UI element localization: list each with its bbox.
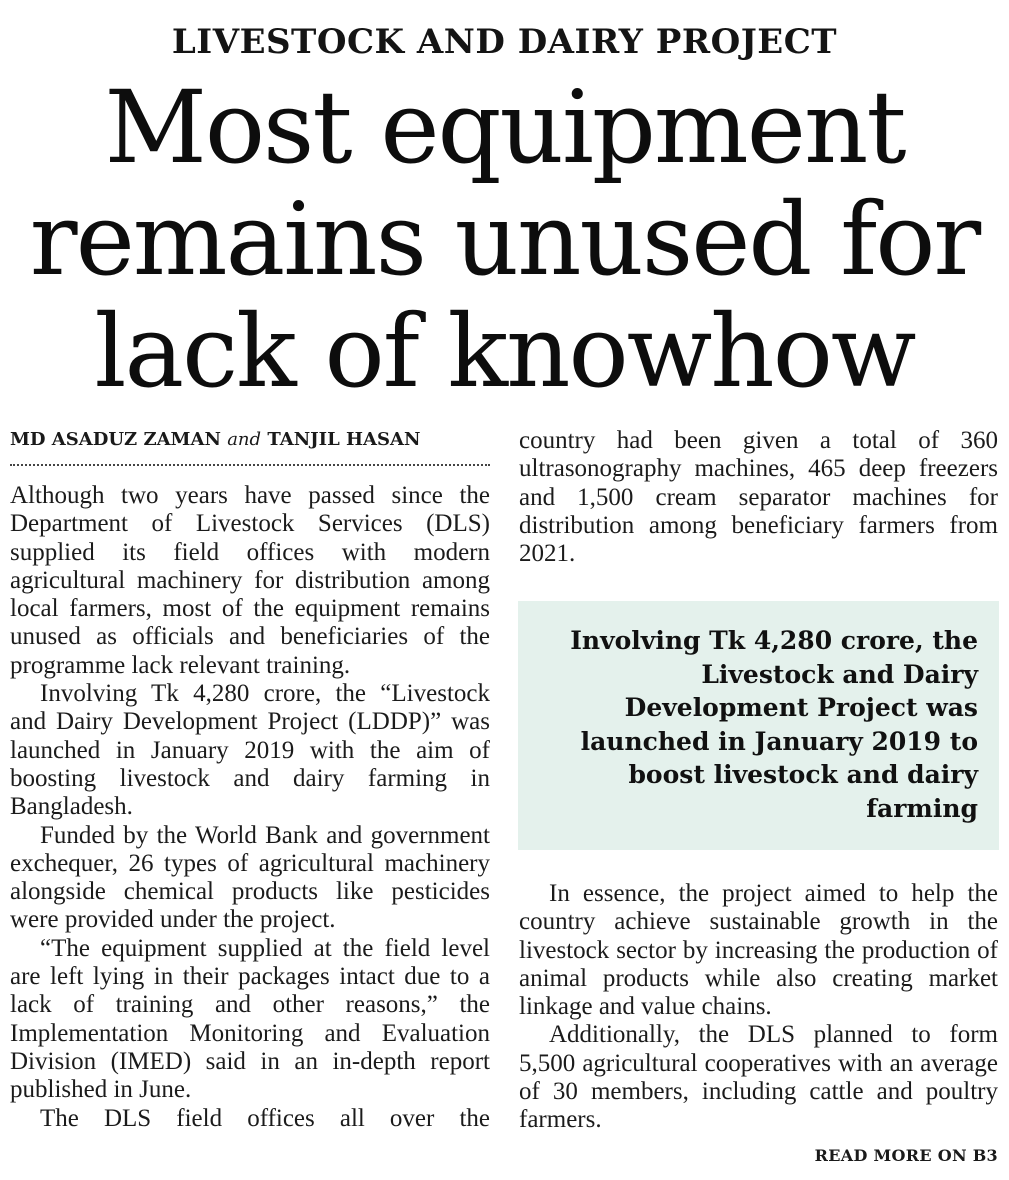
byline-conjunction: and <box>227 429 262 450</box>
body-paragraph: The DLS field offices all over the <box>40 1104 490 1132</box>
section-kicker: LIVESTOCK AND DAIRY PROJECT <box>171 22 838 62</box>
body-paragraph: Involving Tk 4,280 crore, the “Livestock and Dairy Development Project (LDDP)” was launched in January 2019 with the aim of boosting livestock and dairy farming in Bangladesh. <box>10 680 490 821</box>
byline <box>10 427 490 453</box>
headline-line-1: Most equipment <box>104 69 905 186</box>
article-column-left <box>10 482 490 1162</box>
body-paragraph: Additionally, the DLS planned to form 5,500 agricultural cooperatives with an average of 30 members, including cattle and poultry farmers. <box>519 1021 998 1134</box>
headline-line-2: remains unused for <box>29 181 980 298</box>
headline-line-3: lack of knowhow <box>94 293 915 410</box>
byline-divider <box>10 464 490 466</box>
headline <box>0 69 1009 410</box>
read-more-jump: READ MORE ON B3 <box>814 1146 998 1165</box>
body-paragraph: Although two years have passed since the Department of Livestock Services (DLS) supplied its field offices with modern agricultural machinery for distribution among local farmers, most of the equipment remains unused as officials and beneficiaries of the programme lack relevant training. <box>10 482 490 679</box>
article-column-right-bottom <box>519 880 998 1135</box>
body-paragraph: In essence, the project aimed to help the country achieve sustainable growth in the livestock sector by increasing the production of animal products while also creating market linkage and value chains. <box>519 880 998 1021</box>
body-paragraph-continued: country had been given a total of 360 ultrasonography machines, 465 deep freezers and 1,500 cream separator machines for distribution among beneficiary farmers from 2021. <box>519 427 998 568</box>
byline-author-1: MD ASADUZ ZAMAN <box>10 429 221 450</box>
byline-author-2: TANJIL HASAN <box>267 429 421 450</box>
body-paragraph: “The equipment supplied at the field level are left lying in their packages intact due to a lack of training and other reasons,” the Implementation Monitoring and Evaluation Division (IMED) said in an in-depth report published in June. <box>10 934 490 1104</box>
pull-quote: Involving Tk 4,280 crore, the Livestock and Dairy Development Project was launched in January 2019 to boost livestock and dairy farming <box>518 601 999 850</box>
body-paragraph: Funded by the World Bank and government exchequer, 26 types of agricultural machinery alongside chemical products like pesticides were provided under the project. <box>10 821 490 934</box>
article-column-right-top <box>519 427 998 568</box>
